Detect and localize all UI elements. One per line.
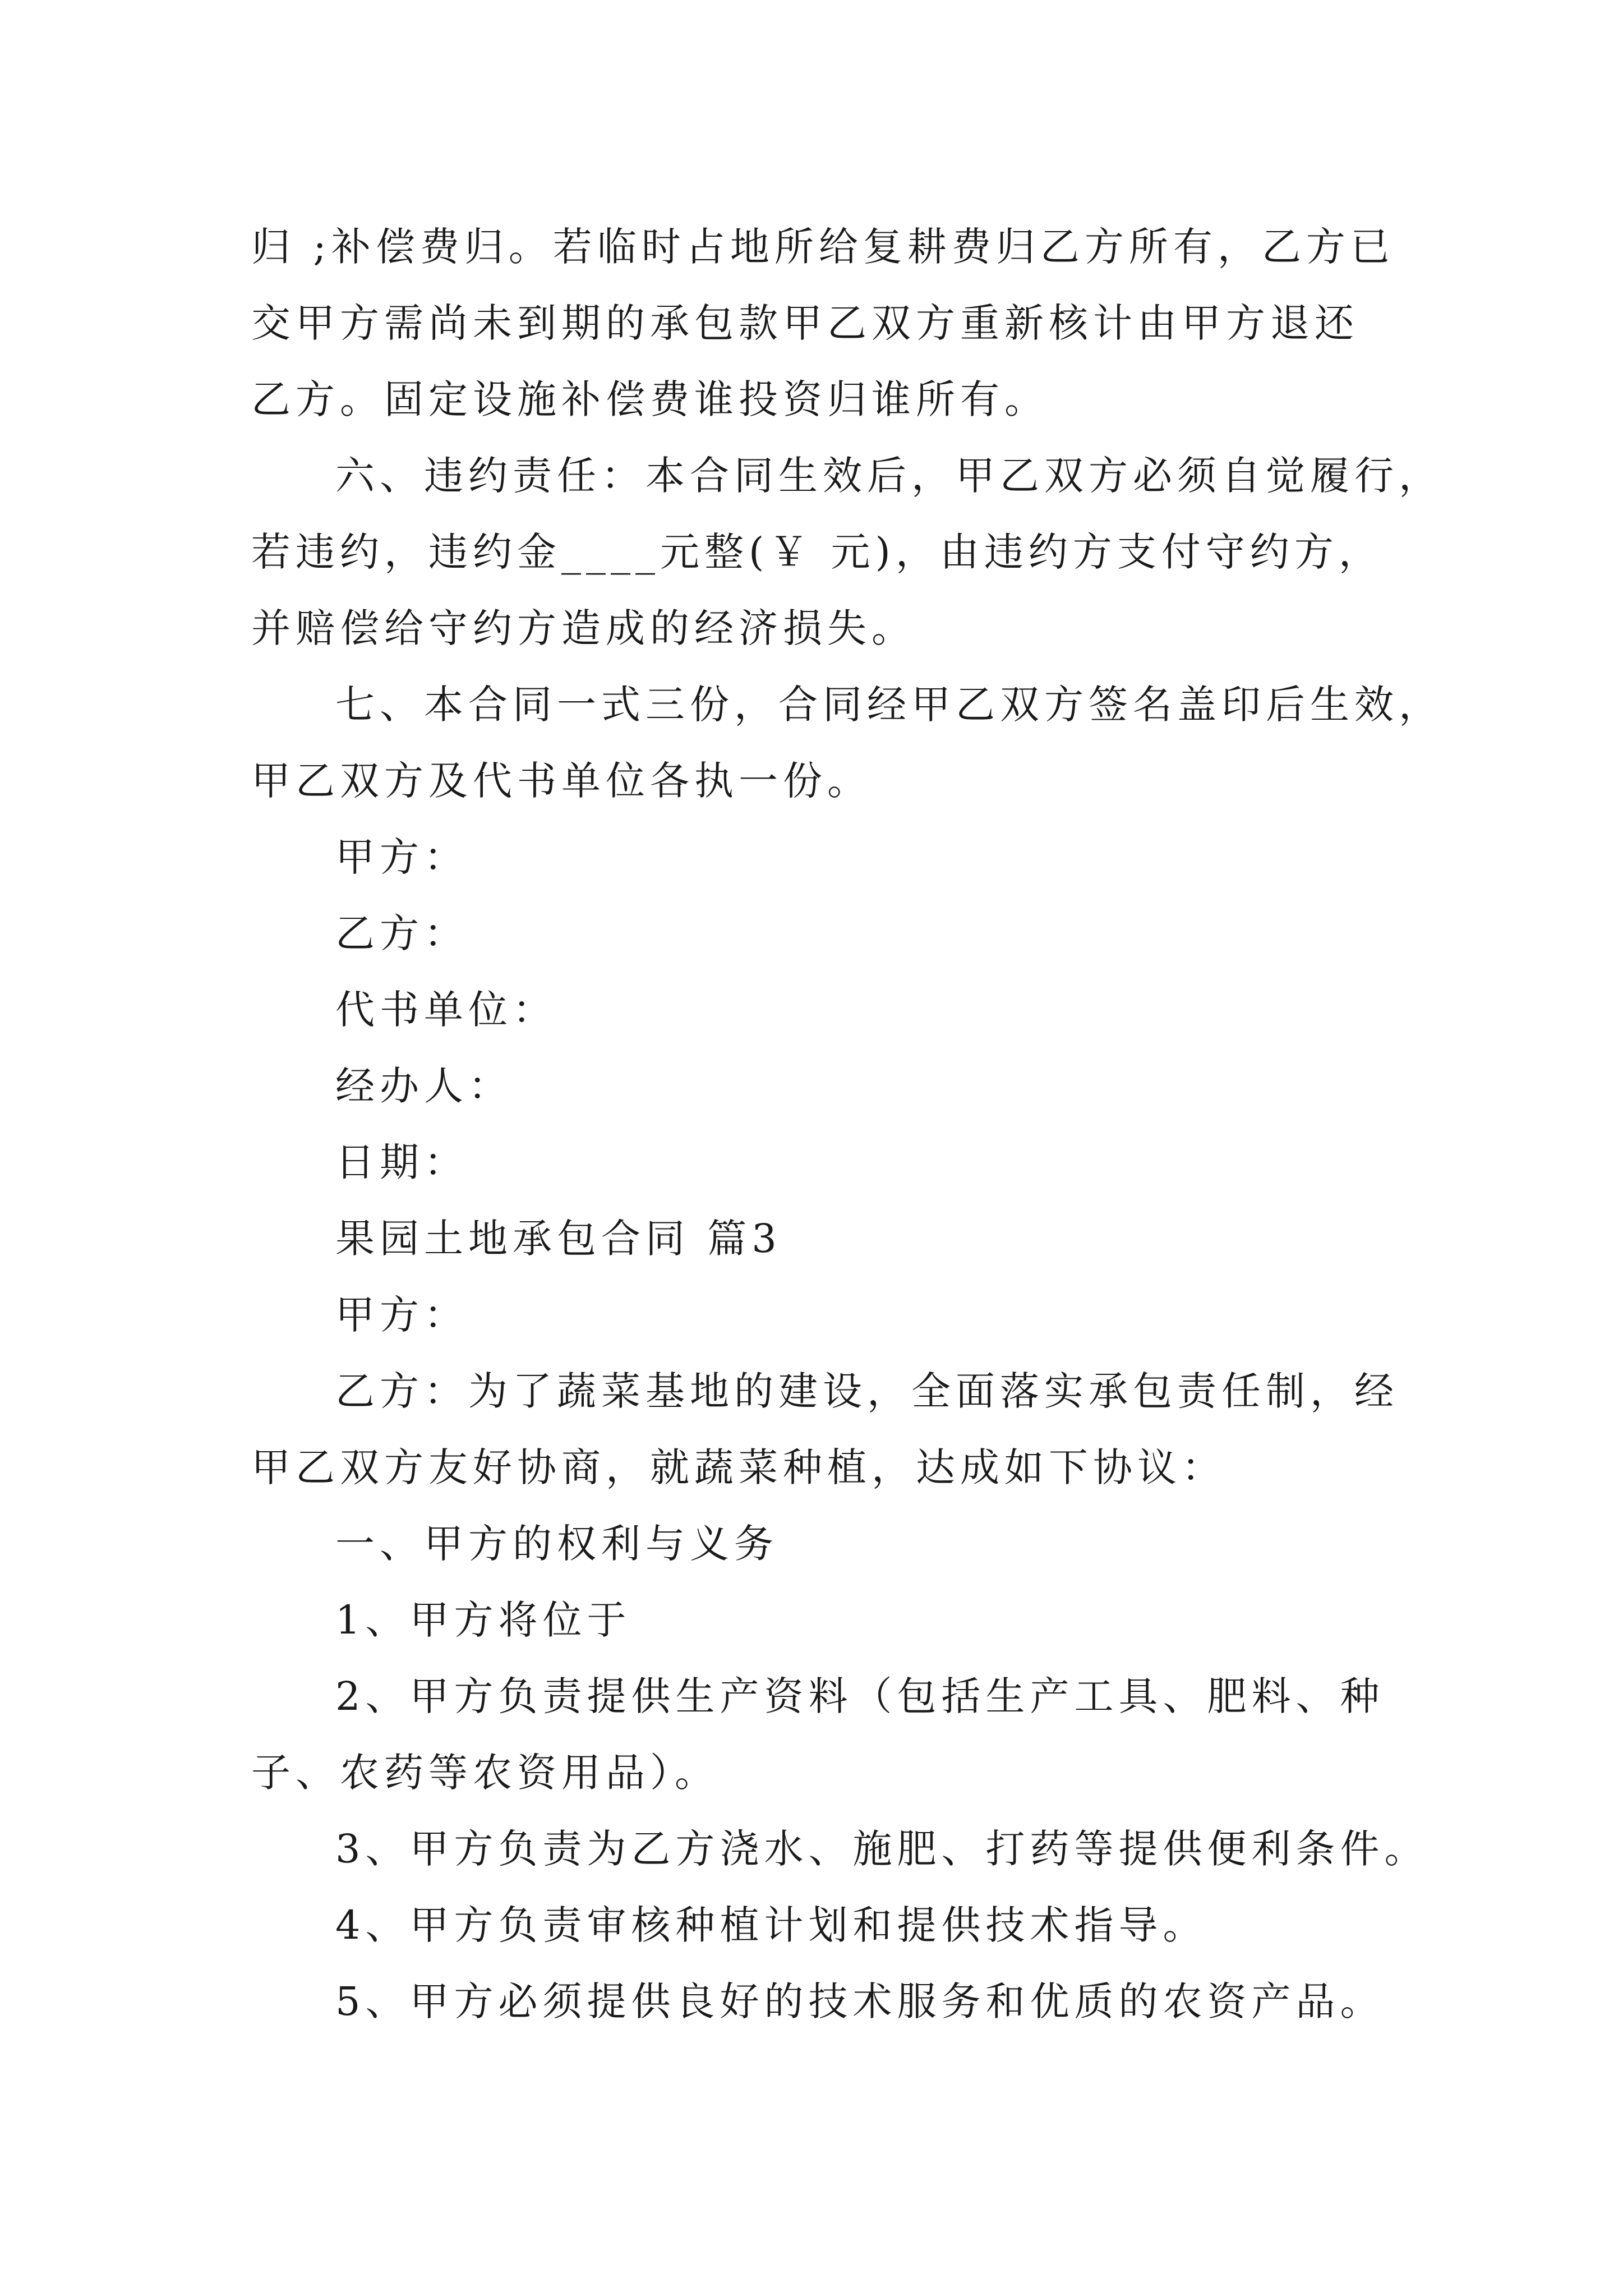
text-line: 乙方。固定设施补偿费谁投资归谁所有。 <box>251 376 1049 422</box>
party-b-signature-label: 乙方： <box>335 910 468 956</box>
text-line: 子、农药等农资用品）。 <box>251 1750 719 1796</box>
clause-item: 2、甲方负责提供生产资料（包括生产工具、肥料、种 <box>335 1673 1385 1719</box>
text-line: 甲乙双方及代书单位各执一份。 <box>251 758 872 804</box>
clause-item: 3、甲方负责为乙方浇水、施肥、打药等提供便利条件。 <box>335 1826 1429 1872</box>
handler-label: 经办人： <box>335 1063 513 1109</box>
text-line: 并赔偿给守约方造成的经济损失。 <box>251 605 916 651</box>
party-b-intro: 乙方：为了蔬菜基地的建设，全面落实承包责任制，经 <box>335 1368 1399 1414</box>
party-a-label: 甲方： <box>335 1292 468 1338</box>
clause-item: 4、甲方负责审核种植计划和提供技术指导。 <box>335 1902 1207 1948</box>
text-line: 归 ;补偿费归。若临时占地所给复耕费归乙方所有，乙方已 <box>251 224 1395 270</box>
date-label: 日期： <box>335 1139 468 1185</box>
party-a-signature-label: 甲方： <box>335 834 468 880</box>
text-line: 交甲方需尚未到期的承包款甲乙双方重新核计由甲方退还 <box>251 300 1359 346</box>
clause-seven-start: 七、本合同一式三份，合同经甲乙双方签名盖印后生效， <box>335 682 1443 728</box>
clause-heading: 一、甲方的权利与义务 <box>335 1521 778 1567</box>
drafting-unit-label: 代书单位： <box>335 987 557 1033</box>
clause-six-start: 六、违约责任：本合同生效后，甲乙双方必须自觉履行， <box>335 453 1443 499</box>
clause-item: 1、甲方将位于 <box>335 1597 631 1643</box>
clause-item: 5、甲方必须提供良好的技术服务和优质的农资产品。 <box>335 1978 1385 2024</box>
text-line: 甲乙双方友好协商，就蔬菜种植，达成如下协议： <box>251 1444 1226 1490</box>
text-line: 若违约，违约金____元整(￥ 元)，由违约方支付守约方， <box>251 529 1383 575</box>
document-body <box>251 209 1443 2040</box>
section-heading: 果园土地承包合同 篇3 <box>335 1216 782 1262</box>
